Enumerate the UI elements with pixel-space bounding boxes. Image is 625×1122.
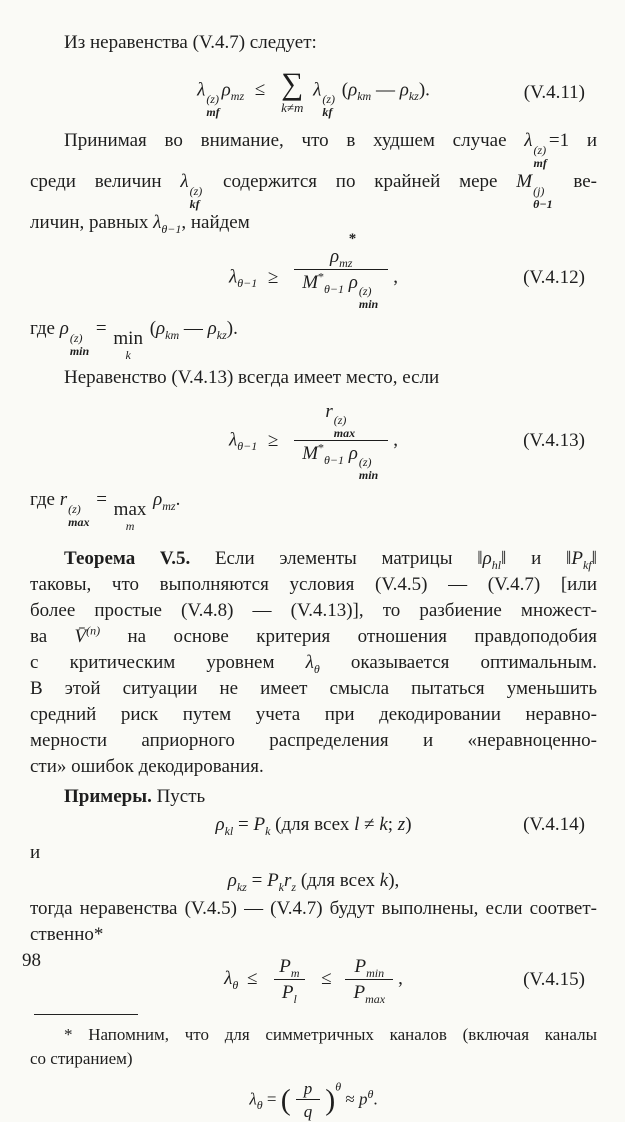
- math-superscript: (n): [86, 623, 101, 638]
- equation-number: (V.4.11): [523, 82, 585, 104]
- intro-text: Из неравенства (V.4.7) следует:: [64, 32, 317, 53]
- equals-sign: =: [246, 870, 268, 892]
- equals-sign: =: [262, 1089, 281, 1109]
- geq-sign: ≥: [268, 429, 279, 451]
- paren: (: [341, 79, 349, 101]
- math-superscript: θ: [367, 1086, 374, 1101]
- math-subscript: kz: [216, 328, 227, 342]
- math-symbol: r: [284, 870, 292, 892]
- text-line: [30, 702, 597, 728]
- text-run: где: [30, 318, 60, 340]
- summation: ∑ k≠m: [281, 66, 304, 115]
- math-symbol: λ: [197, 79, 206, 101]
- math-symbol: λ: [229, 429, 238, 451]
- text-run: средний риск путем учета при декодировании неравно-: [30, 704, 597, 726]
- page-number: 98: [22, 950, 41, 971]
- min-operator: min k: [113, 328, 143, 363]
- leq-sign: ≤: [247, 968, 258, 990]
- text-line: [30, 896, 597, 922]
- punctuation: ,: [393, 429, 398, 451]
- text-run: и: [30, 842, 41, 864]
- math-symbol: λ: [313, 79, 322, 101]
- text-run: , найдем: [181, 212, 250, 234]
- footnote-rule: [34, 1014, 138, 1015]
- equation-number: (V.4.14): [523, 814, 585, 836]
- text-run: где: [30, 489, 60, 511]
- text-line: [30, 728, 597, 754]
- math-symbol: ρ: [153, 489, 163, 511]
- text-line: [30, 128, 597, 169]
- equation-number: (V.4.13): [523, 430, 585, 452]
- equals-sign: =: [91, 318, 112, 340]
- text-run: мерности априорного распределения и «неравноценно-: [30, 730, 597, 752]
- math-symbol: ρ: [215, 814, 225, 836]
- text-run: Пусть: [151, 786, 206, 808]
- text-run: =1 и: [548, 130, 597, 152]
- text-run: (для всех: [270, 814, 355, 836]
- math-subscript: θ: [313, 662, 320, 676]
- math-subscript: z: [291, 880, 297, 894]
- math-symbol: M: [516, 171, 533, 193]
- text-line: [30, 210, 597, 236]
- fraction: [294, 401, 388, 481]
- math-subscript: kz: [236, 880, 247, 894]
- text-run: тогда неравенства (V.4.5) — (V.4.7) будут выполнены, если соответ-: [30, 898, 597, 920]
- punctuation: .: [373, 1089, 378, 1109]
- text-run: таковы, что выполняются условия (V.4.5) — (V.4.7) [или: [30, 574, 597, 596]
- text-run: * Напомним, что для симметричных каналов (включая каналы: [64, 1024, 597, 1044]
- math-supsub: (z) max: [68, 502, 90, 530]
- text-run: Принимая во внимание, что в худшем случае: [64, 130, 525, 152]
- paren: ),: [388, 870, 400, 892]
- math-symbol: ρ: [59, 318, 69, 340]
- fraction: $\frac{p}{q}$: [296, 1079, 321, 1122]
- math-symbol: λ: [524, 130, 533, 152]
- geq-sign: ≥: [268, 266, 279, 288]
- equation-rho-kz: [30, 868, 597, 894]
- math-symbol: λ: [305, 652, 314, 674]
- footnote-line: [30, 1047, 597, 1071]
- math-symbol: V̄: [74, 626, 87, 648]
- math-symbol: λ: [249, 1089, 257, 1109]
- text-run: (для всех: [296, 870, 380, 892]
- math-symbol: λ: [180, 171, 189, 193]
- math-symbol: ρ: [348, 79, 358, 101]
- text-run: с критическим уровнем: [30, 652, 306, 674]
- math-symbol: P: [253, 814, 266, 836]
- footnote-line: [30, 1023, 597, 1047]
- equation-number: (V.4.12): [523, 267, 585, 289]
- equation-v4-11: [30, 68, 597, 118]
- math-subscript: hl: [491, 558, 502, 572]
- text-line: [30, 624, 597, 650]
- fraction: $\frac{P_m}{P_l}$: [271, 956, 307, 1004]
- minus-sign: —: [179, 318, 208, 340]
- paren: ): [405, 814, 412, 836]
- equals-sign: =: [233, 814, 254, 836]
- fraction-denominator: $M^*_{\theta-1}$ ρ (z) min: [294, 269, 388, 310]
- punctuation: ,: [393, 266, 398, 288]
- where-clause: [30, 316, 597, 361]
- paren: ).: [418, 79, 430, 101]
- equation-v4-13: [30, 401, 597, 481]
- fraction: [294, 231, 388, 312]
- text-run: оказывается оптимальным.: [319, 652, 597, 674]
- punctuation: ,: [398, 968, 403, 990]
- theorem-v5: [30, 546, 597, 780]
- math-symbol: ρ: [207, 318, 217, 340]
- paren: (: [149, 318, 157, 340]
- math-symbol: λ: [153, 212, 162, 234]
- text-run: ;: [387, 814, 398, 836]
- fraction: $\frac{P_{min}}{P_{max}}$: [345, 956, 393, 1004]
- math-supsub: (z) kf: [322, 92, 336, 120]
- paren-big: ): [325, 1083, 336, 1117]
- math-symbol: P: [267, 870, 279, 892]
- math-symbol: ρ: [399, 79, 409, 101]
- math-subscript: θ−1: [161, 222, 182, 237]
- paren: ).: [226, 318, 238, 340]
- conjunction-line: [30, 840, 597, 866]
- fraction-denominator: $M^*_{\theta-1}$ ρ (z) min: [294, 440, 388, 481]
- text-run: со стиранием): [30, 1048, 133, 1068]
- math-subscript: k: [278, 880, 284, 894]
- footnote: [30, 1014, 597, 1122]
- equation-number: (V.4.15): [523, 969, 585, 991]
- math-subscript: k: [265, 824, 271, 838]
- leq-sign: ≤: [321, 968, 332, 990]
- math-subscript: mz: [230, 89, 245, 104]
- sigma-icon: ∑: [281, 66, 304, 101]
- math-supsub: (z) min: [69, 331, 90, 359]
- math-symbol: r: [59, 489, 68, 511]
- text-run: на основе критерия отношения правдоподобия: [100, 626, 598, 648]
- ink-artifact: *: [348, 231, 357, 248]
- text-line: [30, 546, 597, 572]
- norm-bars: ‖: [591, 548, 597, 570]
- text-line: [30, 676, 597, 702]
- math-subscript: km: [165, 328, 180, 342]
- text-line: [30, 754, 597, 780]
- math-supsub: (z) mf: [206, 92, 220, 120]
- examples-heading: [30, 784, 597, 810]
- math-symbol: p: [358, 1089, 368, 1109]
- text-run: ва: [30, 626, 75, 648]
- leq-sign: ≤: [254, 79, 266, 101]
- math-symbol: ρ: [227, 870, 237, 892]
- equation-v4-15: [30, 956, 597, 1004]
- text-run: В этой ситуации не имеет смысла пытаться уменьшить: [30, 678, 597, 700]
- fraction-numerator: r (z) max: [325, 401, 356, 441]
- paren-big: (: [280, 1083, 291, 1117]
- math-subscript: θ−1: [237, 439, 258, 454]
- text-line: [30, 365, 597, 391]
- approx-sign: ≈: [341, 1089, 359, 1109]
- text-line: [30, 922, 597, 948]
- norm-bars: ‖ и ‖: [501, 548, 572, 570]
- equation-v4-12: [30, 231, 597, 312]
- math-superscript: θ: [335, 1079, 342, 1094]
- text-line: [30, 169, 597, 210]
- math-supsub: (j) θ−1: [533, 184, 553, 212]
- text-run: Если элементы матрицы: [190, 548, 478, 570]
- punctuation: .: [175, 489, 181, 511]
- text-line: [30, 650, 597, 676]
- intro-line: [30, 30, 597, 56]
- norm-bars: ‖: [477, 548, 483, 570]
- footnote-equation: [30, 1079, 597, 1122]
- math-supsub: (z) kf: [189, 184, 203, 212]
- equals-sign: =: [91, 489, 112, 511]
- neq-sign: ≠: [359, 814, 380, 836]
- text-run: ственно*: [30, 924, 104, 946]
- fraction-numerator: $\rho_{mz}$: [329, 246, 353, 271]
- text-run: ве-: [554, 171, 597, 193]
- text-line: [30, 598, 597, 624]
- max-operator: max m: [113, 499, 147, 534]
- math-symbol: l: [354, 814, 360, 836]
- math-symbol: λ: [229, 266, 238, 288]
- math-symbol: ρ: [221, 79, 231, 101]
- where-clause: [30, 487, 597, 532]
- theorem-heading: Теорема V.5.: [64, 548, 191, 570]
- math-symbol: λ: [224, 968, 233, 990]
- math-symbol: P: [571, 548, 583, 570]
- math-subscript: kl: [224, 824, 234, 838]
- paragraph-premise: [30, 128, 597, 236]
- math-symbol: ρ: [482, 548, 492, 570]
- text-run: содержится по крайней мере: [204, 171, 517, 193]
- text-run: сти» ошибок декодирования.: [30, 756, 264, 778]
- minus-sign: —: [371, 79, 400, 101]
- text-run: Неравенство (V.4.13) всегда имеет место, если: [64, 367, 440, 389]
- math-subscript: km: [357, 89, 372, 104]
- text-run: личин, равных: [30, 212, 154, 234]
- math-subscript: mz: [162, 499, 176, 513]
- text-run: более простые (V.4.8) — (V.4.13)], то разбиение множест-: [30, 600, 597, 622]
- math-symbol: k: [379, 870, 389, 892]
- math-symbol: k: [379, 814, 388, 836]
- equation-v4-14: [30, 812, 597, 838]
- math-symbol: z: [397, 814, 406, 836]
- text-line: [30, 572, 597, 598]
- math-subscript: θ: [256, 1097, 263, 1112]
- math-subscript: kz: [408, 89, 419, 104]
- math-supsub: (z) mf: [533, 143, 547, 171]
- text-run: среди величин: [30, 171, 181, 193]
- math-subscript: kf: [582, 558, 592, 572]
- math-symbol: ρ: [156, 318, 166, 340]
- math-subscript: θ−1: [237, 276, 258, 291]
- math-subscript: θ: [232, 978, 239, 993]
- examples-label: Примеры.: [64, 786, 152, 808]
